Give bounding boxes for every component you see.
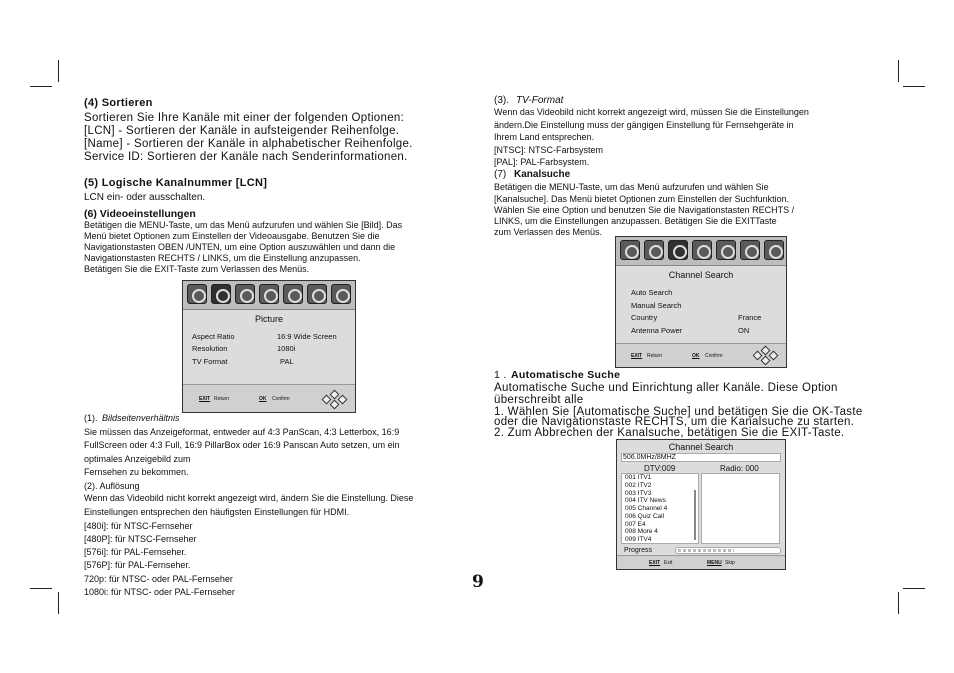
crop-mark — [898, 60, 899, 82]
list-item: 001 ITV1 — [625, 474, 652, 481]
osd-row-label: Auto Search — [631, 288, 673, 297]
gear-icon — [716, 240, 736, 260]
osd-title: Channel Search — [668, 270, 734, 280]
picture-osd-screenshot — [182, 280, 356, 413]
frequency-text: 506.0MHz/8MHZ — [623, 454, 676, 461]
osd-row-value: 1080i — [277, 344, 296, 353]
osd-row-value: PAL — [280, 357, 294, 366]
aspect-num: (1). — [84, 413, 98, 423]
kanal-line: Wählen Sie eine Option und benutzen Sie die Navigationstasten RECHTS / — [494, 205, 795, 215]
sort-line: [Name] - Sortieren der Kanäle in alphabetischer Reihenfolge. — [84, 138, 413, 150]
list-item: 007 E4 — [625, 521, 646, 528]
list-item: 008 More 4 — [625, 528, 658, 535]
osd-row-value: 16:9 Wide Screen — [277, 332, 337, 341]
ok-key: OK — [692, 353, 700, 359]
resolution-line: [576P]: für PAL-Fernseher. — [84, 560, 191, 570]
picture-icon — [211, 284, 231, 304]
video-line: Navigationstasten OBEN /UNTEN, um eine Option auszuwählen und dann die — [84, 242, 396, 252]
osd-row-label: Antenna Power — [631, 326, 683, 335]
crop-mark — [30, 588, 52, 589]
osd-row-value: France — [738, 313, 762, 322]
resolution-line: 1080i: für NTSC- oder PAL-Fernseher — [84, 587, 235, 597]
resolution-line: [480i]: für NTSC-Fernseher — [84, 521, 193, 531]
exit-key: EXIT — [631, 353, 643, 359]
crop-mark — [58, 592, 59, 614]
kanal-line: [Kanalsuche]. Das Menü bietet Optionen zum Einstellen der Suchfunktion. — [494, 194, 790, 204]
osd-row-label: Aspect Ratio — [192, 332, 235, 341]
osd-row-label: TV Format — [192, 357, 228, 366]
sort-heading: (4) Sortieren — [84, 97, 153, 109]
crop-mark — [898, 592, 899, 614]
ok-label: Confirm — [705, 353, 723, 359]
lcn-text: LCN ein- oder ausschalten. — [84, 192, 206, 203]
exit-label: Return — [214, 396, 230, 402]
video-line: Menü bietet Optionen zum Einstellen der Videoausgabe. Benutzen Sie die — [84, 231, 380, 241]
kanal-line: LINKS, um die Einstellungen anzupassen. Betätigen Sie die EXITTaste — [494, 216, 777, 226]
tvformat-title: TV-Format — [516, 95, 564, 106]
video-line: Betätigen die MENU-Taste, um das Menü aufzurufen und wählen Sie [Bild]. Das — [84, 220, 403, 230]
menu-icon-bar — [183, 281, 355, 310]
tvformat-line: Wenn das Videobild nicht korrekt angezeigt wird, müssen Sie die Einstellungen — [494, 107, 809, 117]
menu-label: Skip — [725, 560, 735, 566]
list-item: 004 ITV News — [625, 497, 666, 504]
resolution-line: [480P]: für NTSC-Fernseher — [84, 534, 197, 544]
clock-icon — [259, 284, 279, 304]
menu-key: MENU — [707, 560, 722, 566]
auto-num: 1 . — [494, 369, 507, 381]
progress-label: Progress — [624, 547, 653, 554]
music-icon — [307, 284, 327, 304]
resolution-title: (2). Auflösung — [84, 481, 140, 491]
aspect-line: optimales Anzeigebild zum — [84, 454, 191, 464]
kanal-num: (7) — [494, 169, 507, 180]
aspect-line: Sie müssen das Anzeigeformat, entweder auf 4:3 PanScan, 4:3 Letterbox, 16:9 — [84, 427, 400, 437]
osd-row-label: Manual Search — [631, 301, 682, 310]
list-item: 005 Channel 4 — [625, 505, 668, 512]
list-item: 009 ITV4 — [625, 536, 652, 543]
aspect-title: Bildseitenverhältnis — [102, 413, 180, 423]
nav-pad-icon — [323, 391, 345, 407]
kanal-line: zum Verlassen des Menüs. — [494, 227, 603, 237]
osd-footer — [183, 384, 355, 412]
auto-title: Automatische Suche — [511, 369, 621, 381]
radio-channel-list — [701, 473, 780, 544]
clock-icon — [692, 240, 712, 260]
ok-key: OK — [259, 396, 267, 402]
osd-row-value: ON — [738, 326, 750, 335]
exit-key: EXIT — [649, 560, 661, 566]
video-line: Betätigen Sie die EXIT-Taste zum Verlassen des Menüs. — [84, 264, 310, 274]
crop-mark — [58, 60, 59, 82]
gear-icon — [283, 284, 303, 304]
exit-key: EXIT — [199, 396, 211, 402]
tvformat-line: [NTSC]: NTSC-Farbsystem — [494, 145, 604, 155]
resolution-line: Wenn das Videobild nicht korrekt angezeigt wird, ändern Sie die Einstellung. Diese — [84, 493, 414, 503]
ok-label: Confirm — [272, 396, 290, 402]
osd-row-label: Country — [631, 313, 658, 322]
resolution-line: [576i]: für PAL-Fernseher. — [84, 547, 187, 557]
osd-title: Picture — [254, 314, 283, 324]
picture-icon — [644, 240, 664, 260]
kanal-title: Kanalsuche — [514, 169, 571, 180]
list-item: 006 Quiz Call — [625, 513, 665, 520]
tvformat-line: Ihrem Land entsprechen. — [494, 132, 595, 142]
auto-line: Automatische Suche und Einrichtung aller Kanäle. Diese Option — [494, 382, 838, 394]
page-number: 9 — [472, 572, 484, 592]
list-scrollbar — [694, 490, 696, 540]
video-heading: (6) Videoeinstellungen — [84, 208, 196, 220]
osd-row-label: Resolution — [192, 344, 228, 353]
sort-line: Service ID: Sortieren der Kanäle nach Senderinformationen. — [84, 151, 408, 163]
crop-mark — [903, 588, 925, 589]
usb-icon — [331, 284, 351, 304]
auto-line: oder die Navigationstaste RECHTS, um die Kanalsuche zu starten. — [494, 416, 855, 428]
lcn-heading: (5) Logische Kanalnummer [LCN] — [84, 177, 268, 189]
sort-line: [LCN] - Sortieren der Kanäle in aufsteigender Reihenfolge. — [84, 125, 400, 137]
kanal-line: Betätigen die MENU-Taste, um das Menü aufzurufen und wählen Sie — [494, 182, 769, 192]
menu-icon-bar — [616, 237, 786, 266]
video-line: Navigationstasten RECHTS / LINKS, um die Einstellung anzupassen. — [84, 253, 361, 263]
auto-line: 2. Zum Abbrechen der Kanalsuche, betätigen Sie die EXIT-Taste. — [494, 427, 845, 439]
search-icon — [235, 284, 255, 304]
tvformat-line: ändern.Die Einstellung muss der gängigen Einstellung für Fernsehgeräte in — [494, 120, 794, 130]
crop-mark — [30, 86, 52, 87]
crop-mark — [903, 86, 925, 87]
search-icon — [668, 240, 688, 260]
auto-line: 1. Wählen Sie [Automatische Suche] und betätigen Sie die OK-Taste — [494, 406, 863, 418]
dtv-count: DTV:009 — [644, 464, 676, 473]
tv-icon — [620, 240, 640, 260]
exit-label: Exit — [664, 560, 673, 566]
channel-scan-osd-screenshot — [616, 439, 786, 570]
resolution-line: 720p: für NTSC- oder PAL-Fernseher — [84, 574, 233, 584]
progress-fill — [678, 549, 734, 552]
radio-count: Radio: 000 — [720, 464, 759, 473]
exit-label: Return — [647, 353, 663, 359]
sort-line: Sortieren Sie Ihre Kanäle mit einer der folgenden Optionen: — [84, 112, 405, 124]
tv-icon — [187, 284, 207, 304]
aspect-line: Fernsehen zu bekommen. — [84, 467, 189, 477]
list-item: 003 ITV3 — [625, 490, 652, 497]
music-icon — [740, 240, 760, 260]
tvformat-line: [PAL]: PAL-Farbsystem. — [494, 157, 590, 167]
auto-line: überschreibt alle — [494, 394, 584, 406]
osd-title: Channel Search — [668, 442, 734, 452]
osd-footer — [617, 555, 785, 569]
progress-bar — [675, 547, 781, 554]
tvformat-num: (3). — [494, 95, 509, 106]
channel-search-osd-screenshot — [615, 236, 787, 368]
osd-footer — [616, 343, 786, 367]
resolution-line: Einstellungen entsprechen den häufigsten Einstellungen für HDMI. — [84, 507, 350, 517]
list-item: 002 ITV2 — [625, 482, 652, 489]
usb-icon — [764, 240, 784, 260]
aspect-line: FullScreen oder 4:3 Full, 16:9 PillarBox oder 16:9 Panscan Auto setzen, um ein — [84, 440, 400, 450]
nav-pad-icon — [754, 347, 776, 363]
